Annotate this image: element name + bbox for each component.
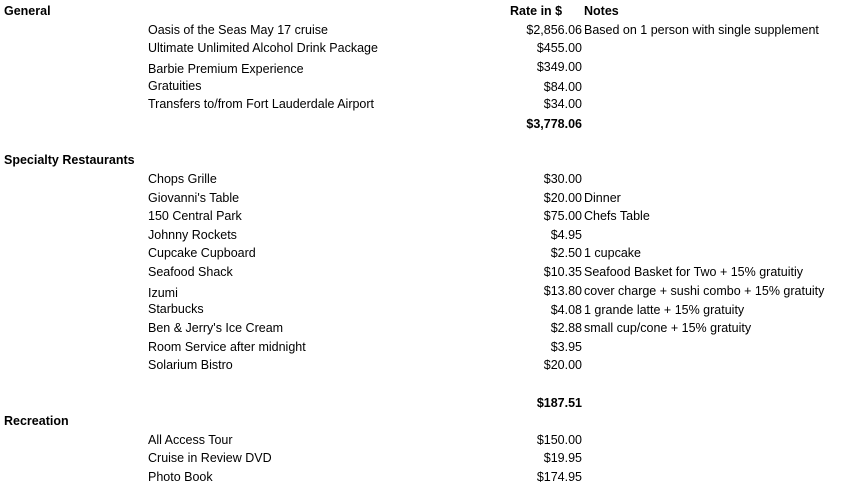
row-rate[interactable]: $20.00 xyxy=(543,358,582,372)
row-rate[interactable]: $30.00 xyxy=(543,172,582,186)
row-note[interactable]: Based on 1 person with single supplement xyxy=(584,23,819,37)
row-item[interactable]: 150 Central Park xyxy=(148,209,242,223)
row-item[interactable]: Room Service after midnight xyxy=(148,340,306,354)
row-item[interactable]: All Access Tour xyxy=(148,433,233,447)
section-total-general[interactable]: $3,778.06 xyxy=(526,117,582,131)
row-item[interactable]: Photo Book xyxy=(148,470,213,484)
row-note[interactable]: small cup/cone + 15% gratuity xyxy=(584,321,752,335)
row-rate[interactable]: $2,856.06 xyxy=(526,23,582,37)
row-item[interactable]: Oasis of the Seas May 17 cruise xyxy=(148,23,328,37)
row-note[interactable]: cover charge + sushi combo + 15% gratuity xyxy=(584,284,825,298)
row-item[interactable]: Ben & Jerry's Ice Cream xyxy=(148,321,284,335)
section-total-specialty-restaurants[interactable]: $187.51 xyxy=(536,396,582,410)
row-item[interactable]: Gratuities xyxy=(148,79,202,93)
row-note[interactable]: 1 grande latte + 15% gratuity xyxy=(584,303,745,317)
row-rate[interactable]: $4.08 xyxy=(550,303,582,317)
row-item[interactable]: Johnny Rockets xyxy=(148,228,237,242)
row-rate[interactable]: $174.95 xyxy=(536,470,582,484)
row-rate[interactable]: $75.00 xyxy=(543,209,582,223)
row-rate[interactable]: $84.00 xyxy=(543,80,582,94)
section-title-recreation[interactable]: Recreation xyxy=(4,414,69,428)
row-item[interactable]: Ultimate Unlimited Alcohol Drink Package xyxy=(148,41,378,55)
notes-column-header[interactable]: Notes xyxy=(584,4,619,18)
row-rate[interactable]: $455.00 xyxy=(536,41,582,55)
row-item[interactable]: Barbie Premium Experience xyxy=(148,62,304,76)
rate-column-header[interactable]: Rate in $ xyxy=(510,4,563,18)
row-rate[interactable]: $10.35 xyxy=(543,265,582,279)
row-rate[interactable]: $20.00 xyxy=(543,191,582,205)
row-rate[interactable]: $150.00 xyxy=(536,433,582,447)
row-rate[interactable]: $2.88 xyxy=(550,321,582,335)
row-item[interactable]: Cruise in Review DVD xyxy=(148,451,272,465)
row-note[interactable]: 1 cupcake xyxy=(584,246,641,260)
row-item[interactable]: Chops Grille xyxy=(148,172,217,186)
row-item[interactable]: Transfers to/from Fort Lauderdale Airport xyxy=(148,97,375,111)
row-item[interactable]: Solarium Bistro xyxy=(148,358,233,372)
row-rate[interactable]: $349.00 xyxy=(536,60,582,74)
row-item[interactable]: Giovanni's Table xyxy=(148,191,240,205)
row-note[interactable]: Seafood Basket for Two + 15% gratuitiy xyxy=(584,265,803,279)
section-title-general[interactable]: General xyxy=(4,4,51,18)
row-rate[interactable]: $19.95 xyxy=(543,451,582,465)
row-item[interactable]: Seafood Shack xyxy=(148,265,233,279)
row-note[interactable]: Dinner xyxy=(584,191,621,205)
row-rate[interactable]: $4.95 xyxy=(550,228,582,242)
row-rate[interactable]: $2.50 xyxy=(550,246,582,260)
row-rate[interactable]: $3.95 xyxy=(550,340,582,354)
row-item[interactable]: Izumi xyxy=(148,286,178,300)
row-note[interactable]: Chefs Table xyxy=(584,209,650,223)
row-rate[interactable]: $34.00 xyxy=(543,97,582,111)
row-rate[interactable]: $13.80 xyxy=(543,284,582,298)
section-title-specialty-restaurants[interactable]: Specialty Restaurants xyxy=(4,153,135,167)
row-item[interactable]: Starbucks xyxy=(148,302,204,316)
row-item[interactable]: Cupcake Cupboard xyxy=(148,246,256,260)
